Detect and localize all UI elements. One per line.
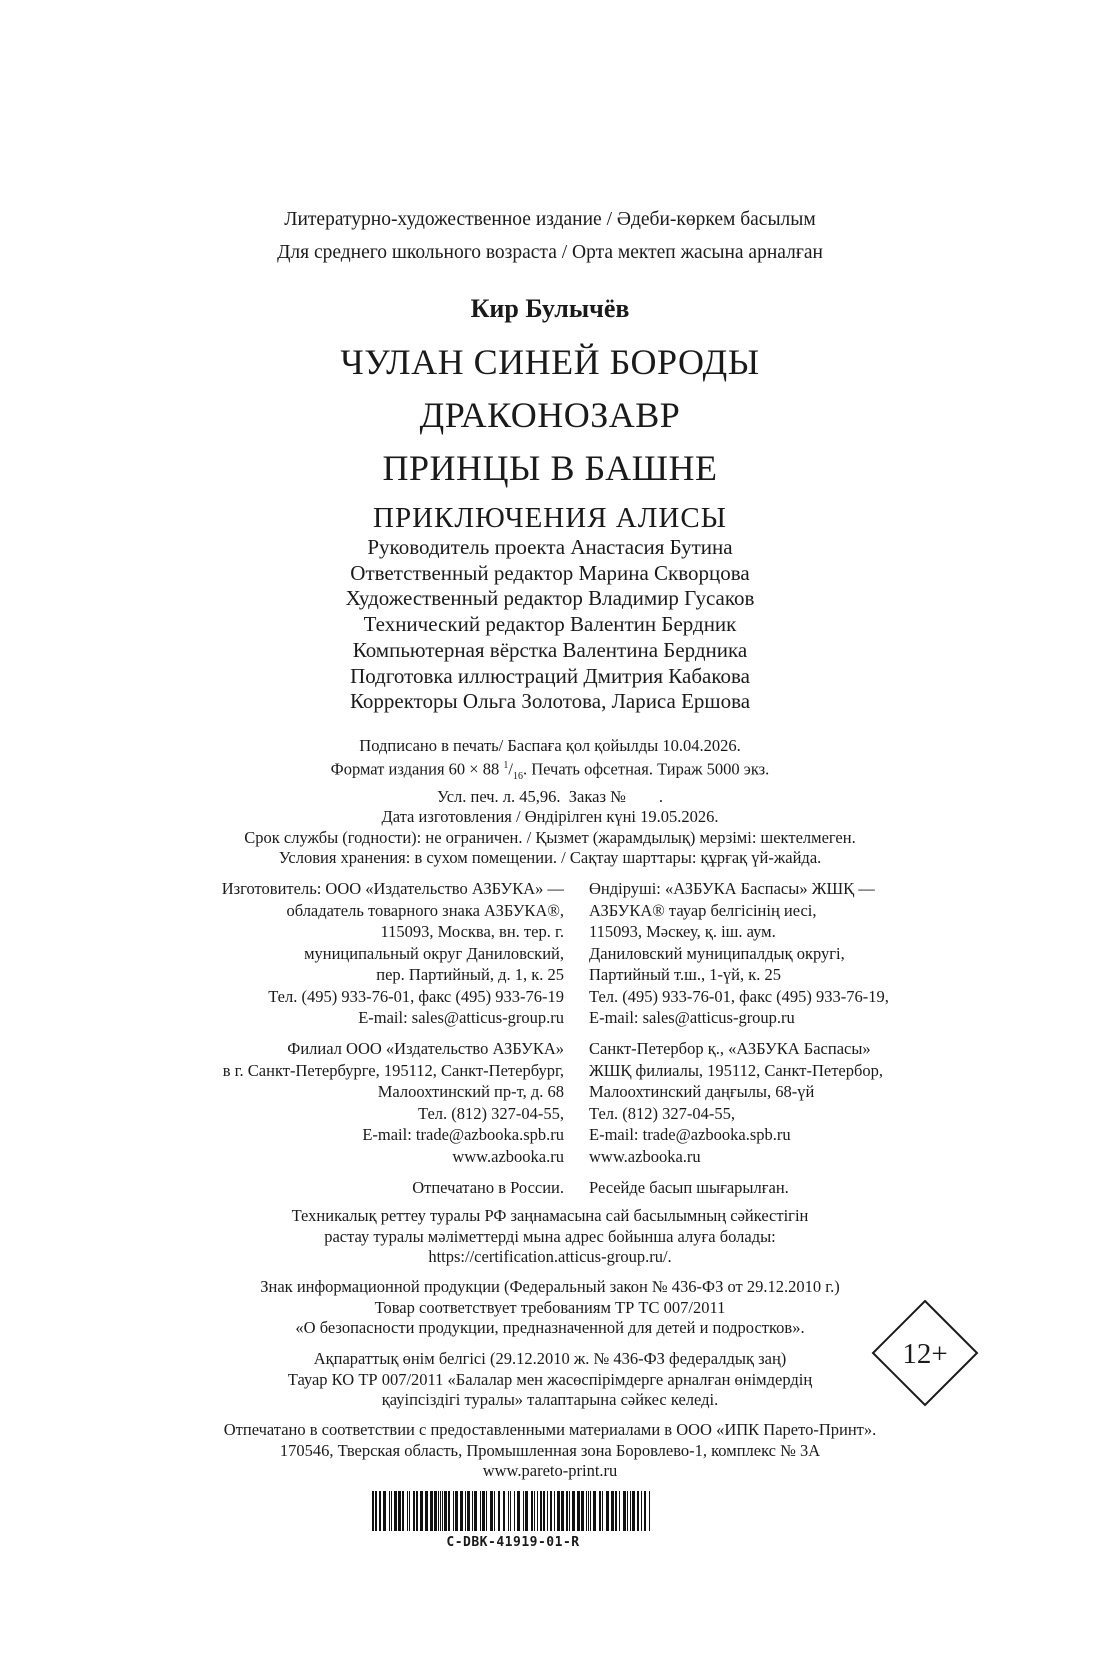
branch-line: Филиал ООО «Издательство АЗБУКА» bbox=[287, 1039, 564, 1058]
barcode-bar bbox=[498, 1491, 500, 1531]
barcode-bar bbox=[525, 1491, 528, 1531]
barcode-bar bbox=[438, 1491, 439, 1531]
branch-line: в г. Санкт-Петербурге, 195112, Санкт-Петербург, bbox=[222, 1060, 564, 1080]
barcode-bar bbox=[402, 1491, 404, 1531]
age-rating-text: 12+ bbox=[902, 1338, 948, 1370]
barcode-bar bbox=[383, 1491, 386, 1531]
credit-line: Компьютерная вёрстка Валентина Бердника bbox=[352, 637, 748, 662]
branch-line: Малоохтинский пр-т, д. 68 bbox=[377, 1082, 564, 1101]
barcode-bar bbox=[543, 1491, 545, 1531]
manufacturer-line: Тел. (495) 933-76-01, факс (495) 933-76-19 bbox=[268, 986, 564, 1006]
credit-line: Технический редактор Валентин Бердник bbox=[363, 612, 737, 637]
manufacturer-line: АЗБУКА® тауар белгісінің иесі, bbox=[589, 900, 817, 920]
tech-regulation bbox=[0, 1206, 1100, 1268]
barcode-bar bbox=[554, 1491, 555, 1531]
age-rating-badge bbox=[870, 1298, 980, 1408]
barcode-bar bbox=[531, 1491, 533, 1531]
book-title: ПРИНЦЫ В БАШНЕ bbox=[382, 448, 718, 488]
barcode-bar bbox=[523, 1491, 524, 1531]
barcode-bar bbox=[391, 1491, 392, 1531]
manufacturer-line: Партийный т.ш., 1-үй, к. 25 bbox=[589, 965, 782, 984]
manufacture-date: Дата изготовления / Өндірілген күні 19.05.2026. bbox=[381, 807, 719, 827]
printer-line: www.pareto-print.ru bbox=[482, 1461, 618, 1480]
branch-line: Малоохтинский даңғылы, 68-үй bbox=[589, 1082, 815, 1101]
manufacturer-line: пер. Партийный, д. 1, к. 25 bbox=[376, 965, 564, 984]
barcode-bar bbox=[627, 1491, 628, 1531]
manufacturer-line: обладатель товарного знака АЗБУКА®, bbox=[286, 900, 564, 920]
barcode-bar bbox=[644, 1491, 646, 1531]
barcode-bar bbox=[550, 1491, 552, 1531]
format-suffix: . Печать офсетная. Тираж 5000 экз. bbox=[522, 759, 770, 779]
info-sign-line: қауіпсіздігі туралы» талаптарына сәйкес келеді. bbox=[381, 1390, 719, 1409]
info-sign-line: «О безопасности продукции, предназначенной для детей и подростков». bbox=[295, 1318, 805, 1337]
manufacturer-line: Даниловский муниципалдық округі, bbox=[589, 943, 845, 963]
barcode-bar bbox=[510, 1491, 511, 1531]
info-sign-line: Тауар КО ТР 007/2011 «Балалар мен жасөспірімдерге арналған өнімдердің bbox=[287, 1369, 813, 1389]
barcode-bar bbox=[615, 1491, 617, 1531]
edition-type: Литературно-художественное издание / Әдеби-көркем басылым bbox=[284, 209, 816, 230]
barcode-bar bbox=[514, 1491, 515, 1531]
barcode bbox=[372, 1491, 654, 1531]
book-title: ДРАКОНОЗАВР bbox=[419, 395, 681, 435]
manufacturer-kz bbox=[589, 878, 889, 1029]
branch-line: www.azbooka.ru bbox=[589, 1146, 701, 1166]
manufacturer-line: 115093, Москва, вн. тер. г. bbox=[380, 922, 564, 941]
barcode-bar bbox=[581, 1491, 584, 1531]
barcode-bar bbox=[503, 1491, 505, 1531]
barcode-bar bbox=[467, 1491, 470, 1531]
manufacturer-line: E-mail: sales@atticus-group.ru bbox=[358, 1008, 564, 1027]
format-prefix: Формат издания 60 × 88 bbox=[330, 759, 504, 779]
barcode-bar bbox=[540, 1491, 542, 1531]
credit-line: Ответственный редактор Марина Скворцова bbox=[350, 560, 750, 585]
barcode-bar bbox=[440, 1491, 441, 1531]
barcode-bar bbox=[577, 1491, 580, 1531]
barcode-bar bbox=[375, 1491, 377, 1531]
barcode-bar bbox=[425, 1491, 428, 1531]
info-sign-line: Товар соответствует требованиям ТР ТС 007/2011 bbox=[374, 1297, 726, 1317]
barcode-bar bbox=[557, 1491, 560, 1531]
barcode-bar bbox=[569, 1491, 570, 1531]
branch-line: ЖШҚ филиалы, 195112, Санкт-Петербор, bbox=[589, 1060, 884, 1080]
barcode-bar bbox=[409, 1491, 410, 1531]
credit-line: Руководитель проекта Анастасия Бутина bbox=[367, 535, 733, 559]
barcode-bar bbox=[630, 1491, 631, 1531]
barcode-bar bbox=[455, 1491, 458, 1531]
manufacturer-line: Изготовитель: ООО «Издательство АЗБУКА» — bbox=[221, 879, 564, 898]
manufacturer-line: 115093, Мәскеу, қ. іш. аум. bbox=[589, 922, 776, 941]
barcode-bar bbox=[572, 1491, 575, 1531]
barcode-bar bbox=[632, 1491, 635, 1531]
barcode-bar bbox=[416, 1491, 418, 1531]
book-titles bbox=[0, 336, 1100, 541]
printer-line: 170546, Тверская область, Промышленная зона Боровлево-1, комплекс № 3А bbox=[279, 1440, 821, 1460]
barcode-bar bbox=[606, 1491, 609, 1531]
barcode-bar bbox=[407, 1491, 408, 1531]
manufacturer-line: Тел. (495) 933-76-01, факс (495) 933-76-19, bbox=[589, 986, 889, 1006]
sheets-order: Усл. печ. л. 45,96. Заказ № . bbox=[437, 787, 663, 807]
diamond-icon bbox=[870, 1298, 980, 1408]
barcode-bar bbox=[372, 1491, 374, 1531]
barcode-bar bbox=[430, 1491, 433, 1531]
format-numerator: 1 bbox=[503, 760, 509, 772]
barcode-bar bbox=[420, 1491, 423, 1531]
printer-info bbox=[0, 1420, 1100, 1482]
branch-line: E-mail: trade@azbooka.spb.ru bbox=[362, 1125, 564, 1144]
barcode-bar bbox=[590, 1491, 591, 1531]
branch-line: www.azbooka.ru bbox=[452, 1146, 564, 1166]
print-info bbox=[0, 736, 1100, 868]
barcode-bar bbox=[517, 1491, 520, 1531]
barcode-bar bbox=[394, 1491, 397, 1531]
tech-line: Техникалық реттеу туралы РФ заңнамасына сай басылымның сәйкестігін bbox=[291, 1206, 809, 1225]
author-name: Кир Булычёв bbox=[470, 294, 630, 323]
barcode-bar bbox=[547, 1491, 548, 1531]
barcode-bar bbox=[637, 1491, 639, 1531]
book-title: ЧУЛАН СИНЕЙ БОРОДЫ bbox=[340, 342, 760, 382]
barcode-bar bbox=[472, 1491, 473, 1531]
barcode-bar bbox=[460, 1491, 463, 1531]
barcode-bar bbox=[474, 1491, 477, 1531]
barcode-bar bbox=[398, 1491, 401, 1531]
credit-line: Подготовка иллюстраций Дмитрия Кабакова bbox=[350, 663, 750, 688]
credits-list bbox=[0, 535, 1100, 715]
barcode-bar bbox=[434, 1491, 437, 1531]
barcode-bar bbox=[389, 1491, 390, 1531]
printed-country-kz: Ресейде басып шығарылған. bbox=[589, 1178, 789, 1197]
manufacturer-line: муниципальный округ Даниловский, bbox=[304, 943, 564, 963]
branch-kz bbox=[589, 1038, 883, 1167]
barcode-bar bbox=[453, 1491, 454, 1531]
barcode-bar bbox=[379, 1491, 381, 1531]
barcode-bar bbox=[486, 1491, 487, 1531]
age-audience: Для среднего школьного возраста / Орта мектеп жасына арналған bbox=[277, 242, 823, 263]
service-life: Срок службы (годности): не ограничен. / Қызмет (жарамдылық) мерзімі: шектелмеген. bbox=[244, 827, 856, 847]
format-denominator: 16 bbox=[512, 771, 523, 782]
credit-line: Художественный редактор Владимир Гусаков bbox=[345, 586, 755, 611]
barcode-bar bbox=[599, 1491, 601, 1531]
barcode-bar bbox=[482, 1491, 485, 1531]
barcode-bar bbox=[602, 1491, 603, 1531]
series-title: ПРИКЛЮЧЕНИЯ АЛИСЫ bbox=[373, 502, 727, 534]
barcode-code: C-DBK-41919-01-R bbox=[446, 1535, 580, 1550]
barcode-bar bbox=[561, 1491, 564, 1531]
barcode-bar bbox=[448, 1491, 450, 1531]
barcode-bar bbox=[593, 1491, 596, 1531]
manufacturer-ru bbox=[222, 878, 564, 1029]
barcode-bar bbox=[586, 1491, 587, 1531]
branch-line: Санкт-Петербор қ., «АЗБУКА Баспасы» bbox=[589, 1039, 871, 1058]
format-line: Формат издания 60 × 88 $^1/_{16}$. Печать офсетная. Тираж 5000 экз. bbox=[330, 759, 770, 782]
signed-date: Подписано в печать/ Баспаға қол қойылды 10.04.2026. bbox=[359, 736, 741, 755]
branch-line: Тел. (812) 327-04-55, bbox=[418, 1103, 564, 1123]
tech-line: https://certification.atticus-group.ru/. bbox=[428, 1247, 672, 1266]
tech-line: растау туралы мәліметтерді мына адрес бойынша алуға болады: bbox=[324, 1226, 776, 1246]
info-sign-line: Знак информационной продукции (Федеральный закон № 436-ФЗ от 29.12.2010 г.) bbox=[260, 1277, 840, 1296]
branch-line: E-mail: trade@azbooka.spb.ru bbox=[589, 1125, 791, 1144]
barcode-bar bbox=[534, 1491, 535, 1531]
barcode-bar bbox=[442, 1491, 443, 1531]
barcode-bar bbox=[588, 1491, 589, 1531]
edition-info bbox=[0, 203, 1100, 269]
barcode-bar bbox=[641, 1491, 642, 1531]
barcode-bar bbox=[537, 1491, 538, 1531]
storage-conditions: Условия хранения: в сухом помещении. / Сақтау шарттары: құрғақ үй-жайда. bbox=[278, 847, 822, 867]
barcode-bar bbox=[508, 1491, 509, 1531]
barcode-bar bbox=[465, 1491, 466, 1531]
info-sign-line: Ақпараттық өнім белгісі (29.12.2010 ж. № 436-ФЗ федералдық заң) bbox=[313, 1349, 787, 1368]
barcode-bar bbox=[413, 1491, 415, 1531]
branch-ru bbox=[223, 1038, 564, 1167]
printer-line: Отпечатано в соответствии с предоставленными материалами в ООО «ИПК Парето-Принт». bbox=[223, 1420, 877, 1439]
barcode-bar bbox=[623, 1491, 626, 1531]
barcode-bar bbox=[619, 1491, 620, 1531]
barcode-bar bbox=[444, 1491, 447, 1531]
printed-country-ru: Отпечатано в России. bbox=[412, 1178, 564, 1197]
branch-line: Тел. (812) 327-04-55, bbox=[589, 1103, 735, 1123]
manufacturer-line: E-mail: sales@atticus-group.ru bbox=[589, 1008, 795, 1027]
barcode-bar bbox=[480, 1491, 481, 1531]
barcode-bar bbox=[649, 1491, 650, 1531]
credit-line: Корректоры Ольга Золотова, Лариса Ершова bbox=[349, 689, 751, 714]
manufacturer-line: Өндіруші: «АЗБУКА Баспасы» ЖШҚ — bbox=[589, 879, 875, 898]
barcode-bar bbox=[494, 1491, 495, 1531]
barcode-bar bbox=[566, 1491, 568, 1531]
barcode-bar bbox=[611, 1491, 614, 1531]
barcode-bar bbox=[490, 1491, 493, 1531]
